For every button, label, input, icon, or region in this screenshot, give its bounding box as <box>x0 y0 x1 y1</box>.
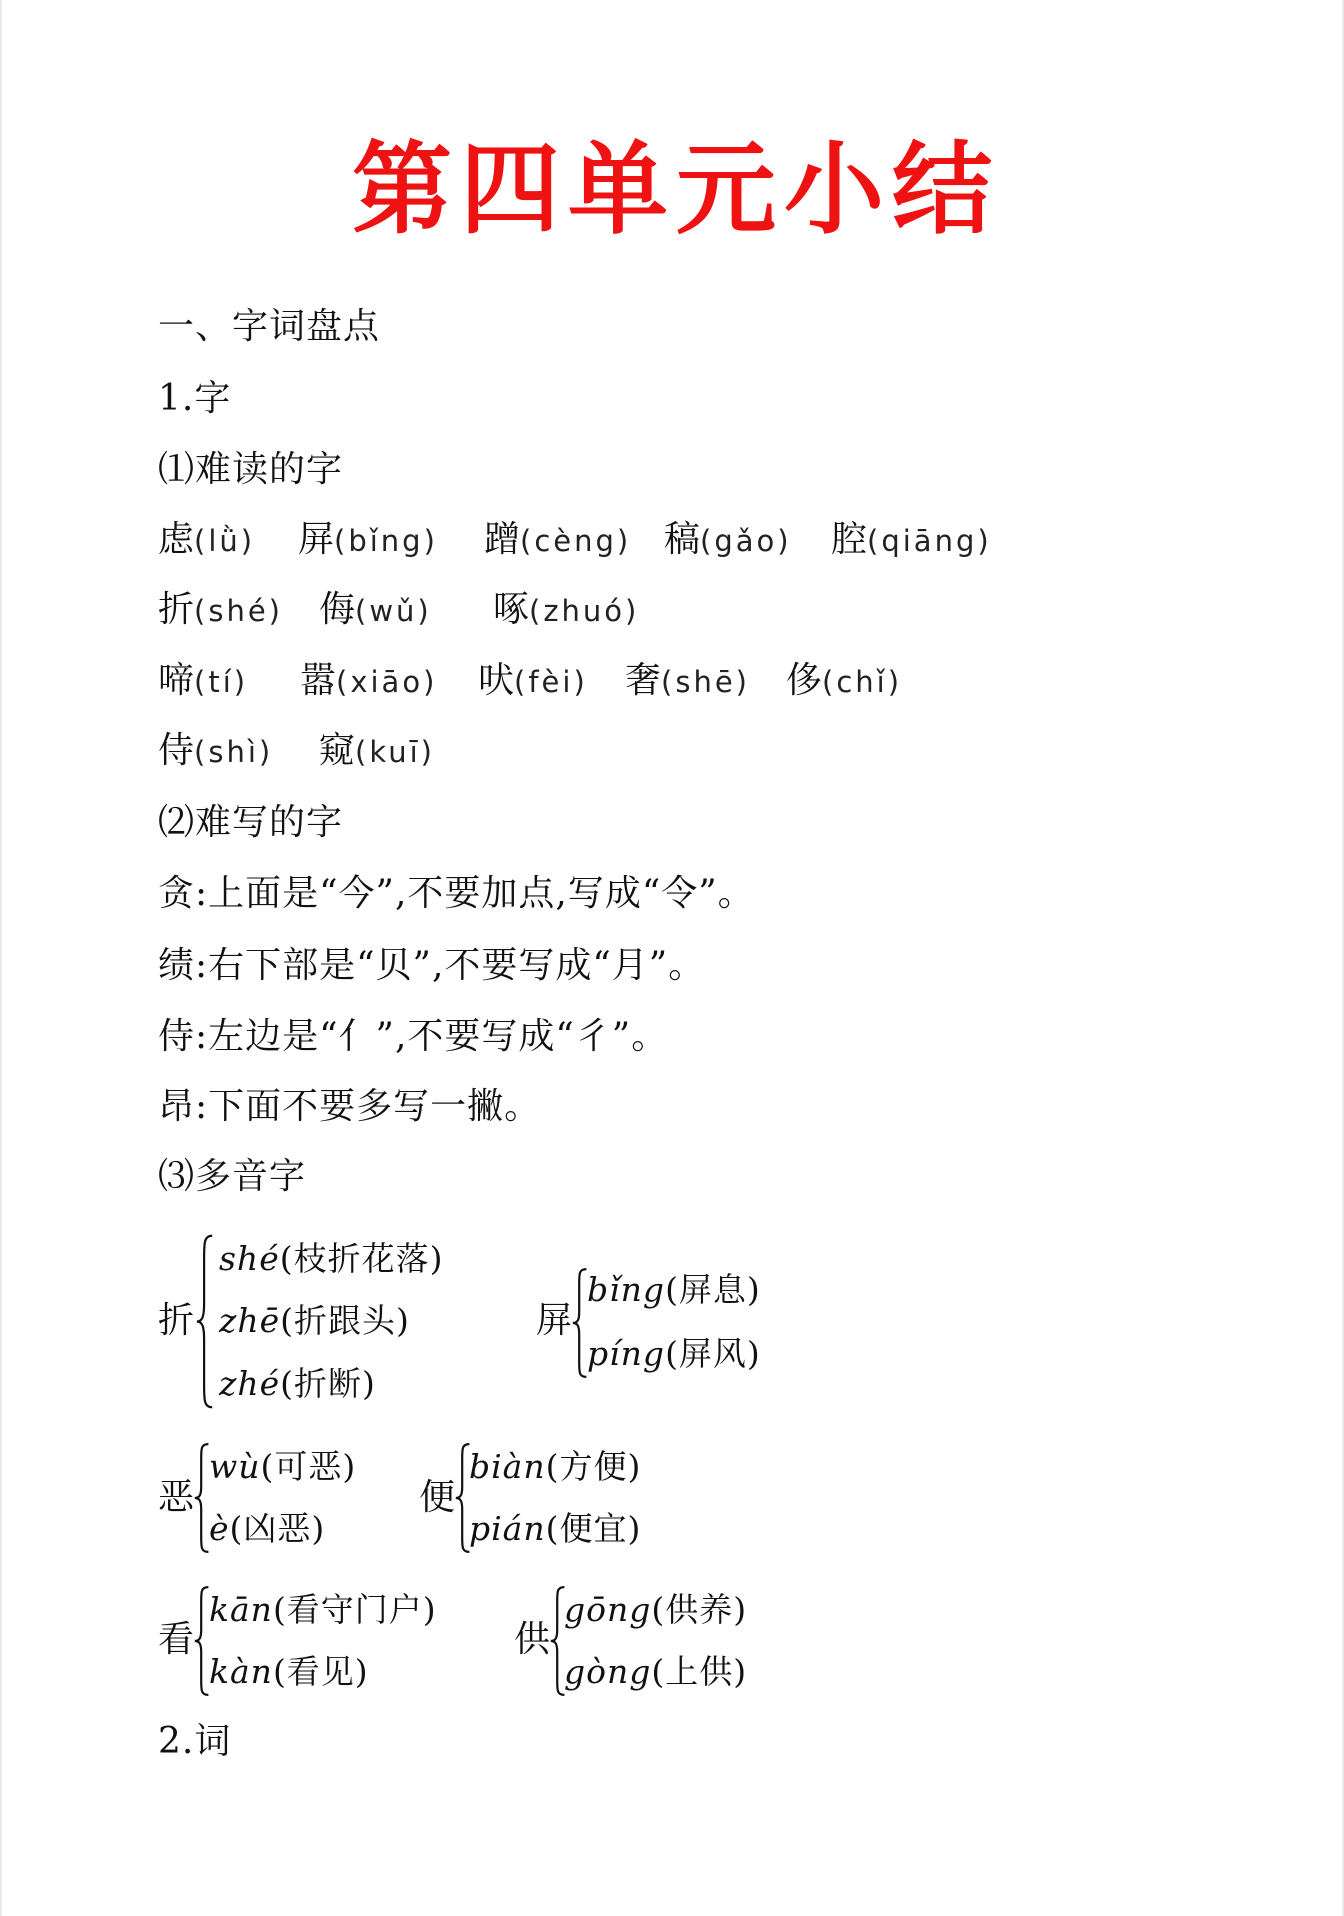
polyphone-heading: ⑶多音字 <box>158 1156 307 1197</box>
reading-char: 腔 <box>831 519 868 560</box>
polyphone-pinyin: biàn <box>469 1447 546 1486</box>
reading-char: 奢 <box>625 660 662 701</box>
reading-pinyin: (shé) <box>194 594 283 628</box>
section-heading: 一、字词盘点 <box>158 306 381 347</box>
polyphone-reading <box>587 1268 761 1318</box>
reading-pinyin: (wǔ) <box>355 594 432 628</box>
polyphone-reading <box>219 1362 376 1412</box>
reading-item <box>493 588 639 633</box>
left-brace-icon <box>194 1586 210 1696</box>
reading-char: 窥 <box>319 730 356 771</box>
reading-item <box>484 518 631 563</box>
reading-char: 侈 <box>786 660 823 701</box>
writing-note: 侍:左边是“亻”,不要写成“彳”。 <box>158 1016 669 1057</box>
polyphone-gloss: (折断) <box>280 1364 376 1403</box>
reading-char: 啄 <box>493 589 530 630</box>
polyphone-gloss: (屏息) <box>665 1270 761 1309</box>
reading-item <box>625 659 750 704</box>
reading-pinyin: (zhuó) <box>529 594 640 628</box>
reading-item <box>319 729 435 774</box>
polyphone-gloss: (上供) <box>651 1652 748 1691</box>
polyphone-gloss: (凶恶) <box>229 1509 326 1548</box>
polyphone-gloss: (方便) <box>545 1447 642 1486</box>
reading-item <box>664 518 792 563</box>
hard-to-read-heading: ⑴难读的字 <box>158 449 344 490</box>
writing-note: 贪:上面是“今”,不要加点,写成“令”。 <box>158 873 755 914</box>
writing-note: 昂:下面不要多写一撇。 <box>158 1086 542 1127</box>
reading-pinyin: (chǐ) <box>822 665 903 699</box>
subsection-label-characters: 1.字 <box>158 378 232 419</box>
polyphone-gloss: (供养) <box>651 1590 748 1629</box>
reading-pinyin: (lǜ) <box>194 524 256 558</box>
reading-item <box>831 518 992 563</box>
reading-pinyin: (qiāng) <box>867 524 992 558</box>
polyphone-reading <box>564 1650 747 1700</box>
polyphone-reading <box>209 1588 437 1638</box>
polyphone-gloss: (可恶) <box>260 1447 357 1486</box>
polyphone-reading <box>564 1588 747 1638</box>
polyphone-pinyin: pián <box>469 1509 546 1548</box>
reading-char: 嚣 <box>300 660 337 701</box>
reading-item <box>158 588 283 633</box>
reading-pinyin: (shì) <box>194 735 274 769</box>
polyphone-pinyin: bǐng <box>587 1270 666 1309</box>
polyphone-gloss: (屏风) <box>665 1334 761 1373</box>
reading-item <box>158 659 248 704</box>
polyphone-gloss: (枝折花落) <box>279 1239 444 1278</box>
polyphone-char: 恶 <box>158 1477 195 1518</box>
reading-char: 侮 <box>319 589 356 630</box>
polyphone-reading <box>587 1332 761 1382</box>
polyphone-reading <box>219 1299 410 1349</box>
reading-pinyin: (shē) <box>661 665 750 699</box>
hard-to-write-heading: ⑵难写的字 <box>158 802 344 843</box>
reading-char: 侍 <box>158 730 195 771</box>
polyphone-pinyin: shé <box>219 1239 280 1278</box>
polyphone-char: 便 <box>419 1477 456 1518</box>
reading-char: 啼 <box>158 660 195 701</box>
reading-char: 折 <box>158 589 195 630</box>
writing-note: 绩:右下部是“贝”,不要写成“月”。 <box>158 945 706 986</box>
polyphone-pinyin: è <box>209 1509 230 1548</box>
reading-row <box>2 729 1342 773</box>
reading-item <box>478 659 588 704</box>
polyphone-reading <box>209 1507 325 1557</box>
polyphone-gloss: (折跟头) <box>280 1301 410 1340</box>
left-brace-icon <box>196 1234 214 1409</box>
polyphone-pinyin: gōng <box>564 1590 652 1629</box>
polyphone-pinyin: kàn <box>209 1652 273 1691</box>
reading-item <box>300 659 437 704</box>
reading-char: 蹭 <box>484 519 521 560</box>
polyphone-gloss: (看见) <box>272 1652 369 1691</box>
polyphone-pinyin: zhé <box>219 1364 281 1403</box>
polyphone-pinyin: wù <box>209 1447 261 1486</box>
subsection-label-words: 2.词 <box>158 1721 232 1762</box>
polyphone-char: 供 <box>514 1619 551 1660</box>
polyphone-gloss: (便宜) <box>545 1509 642 1548</box>
reading-pinyin: (fèi) <box>514 665 588 699</box>
polyphone-pinyin: kān <box>209 1590 273 1629</box>
polyphone-char: 屏 <box>536 1300 573 1341</box>
reading-char: 稿 <box>664 519 701 560</box>
polyphone-pinyin: gòng <box>564 1652 652 1691</box>
reading-pinyin: (tí) <box>194 665 249 699</box>
polyphone-gloss: (看守门户) <box>272 1590 437 1629</box>
reading-row <box>2 588 1342 632</box>
reading-pinyin: (kuī) <box>355 735 435 769</box>
reading-item <box>158 518 255 563</box>
reading-item <box>158 729 273 774</box>
reading-char: 虑 <box>158 519 195 560</box>
reading-row <box>2 659 1342 703</box>
left-brace-icon <box>572 1268 588 1378</box>
left-brace-icon <box>194 1443 210 1553</box>
reading-row <box>2 518 1342 562</box>
polyphone-char: 折 <box>158 1300 195 1341</box>
polyphone-reading <box>219 1237 443 1287</box>
polyphone-pinyin: píng <box>587 1334 666 1373</box>
polyphone-char: 看 <box>158 1619 195 1660</box>
reading-item <box>786 659 902 704</box>
reading-item <box>319 588 432 633</box>
polyphone-reading <box>209 1445 356 1495</box>
polyphone-reading <box>469 1445 641 1495</box>
reading-pinyin: (xiāo) <box>336 665 438 699</box>
reading-char: 屏 <box>298 519 335 560</box>
reading-char: 吠 <box>478 660 515 701</box>
polyphone-reading <box>209 1650 369 1700</box>
polyphone-pinyin: zhē <box>219 1301 281 1340</box>
reading-pinyin: (gǎo) <box>700 524 792 558</box>
page-title: 第四单元小结 <box>352 130 1000 248</box>
reading-item <box>298 518 438 563</box>
reading-pinyin: (bǐng) <box>334 524 438 558</box>
reading-pinyin: (cèng) <box>520 524 632 558</box>
polyphone-reading <box>469 1507 641 1557</box>
